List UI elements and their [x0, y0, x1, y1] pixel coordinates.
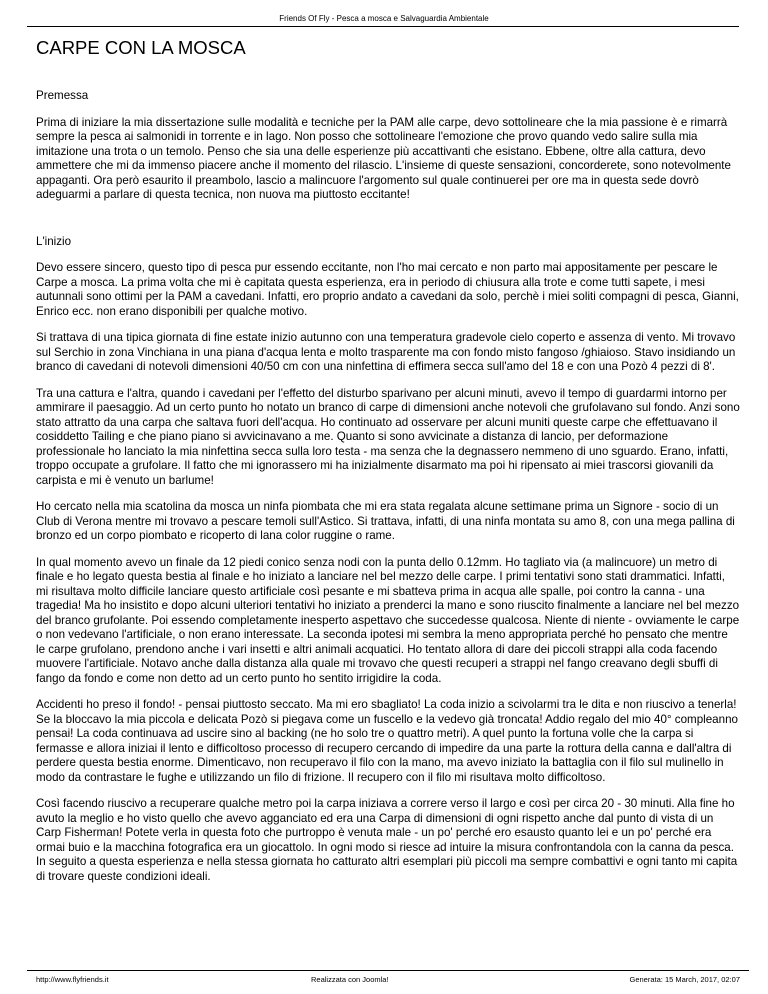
- section-heading-premessa: Premessa: [36, 89, 89, 102]
- paragraph: Devo essere sincero, questo tipo di pesca pur essendo eccitante, non l'ho mai cercato e non parto mai appositamente per pescare le Carpe a mosca. La prima volta che mi è capitata questa esperienza, era in periodo di chiusura alla trote e come tutti sapete, i mesi autunnali sono ottimi per la PAM a cavedani. Infatti, ero proprio andato a cavedani da solo, perchè i miei soliti compagni di pesca, Gianni, Enrico ecc. non erano disponibili per qualche motivo.: [36, 261, 739, 318]
- footer-url: http://www.flyfriends.it: [36, 975, 109, 984]
- article-title: CARPE CON LA MOSCA: [36, 37, 246, 58]
- paragraph: Ho cercato nella mia scatolina da mosca un ninfa piombata che mi era stata regalata alcune settimane prima un Signore - socio di un Club di Verona mentre mi trovavo a pescare temoli sull'Astico. Si trattava, infatti, di una ninfa montata su amo 8, con una mega pallina di bronzo ed un corpo piombato e ricoperto di lana color ruggine o rame.: [36, 500, 735, 542]
- paragraph: In qual momento avevo un finale da 12 piedi conico senza nodi con la punta dello 0.12mm. Ho tagliato via (a malincuore) un metro di finale e ho legato questa bestia al finale e ho iniziato a lanciare nel bel mezzo delle carpe. I primi tentativi sono stati drammatici. Infatti, mi risultava molto difficile lanciare questo artificiale così pesante e mi sbatteva prima in acqua alle spalle, poi contro la canna - una tragedia! Ma ho insistito e dopo alcuni ulteriori tentativi ho iniziato a prenderci la mano e sono riuscito finalmente a lanciare nel bel mezzo del branco grufolante. Poi essendo completamente inesperto aspettavo che succedesse qualcosa. Niente di niente - ovviamente le carpe o non vedevano l'artificiale, o non erano interessate. La seconda ipotesi mi sembra la meno appropriata perché ho pensato che mentre le carpe grufolano, prendono anche i vari insetti e altri animali acquatici. Ho tentato allora di dare dei piccoli strappi alla coda facendo muovere l'artificiale. Notavo anche dalla distanza alla quale mi trovavo che questi recuperi a strappi nel fango creavano degli sbuffi di fango da fondo e come non detto ad un certo punto ho sentito irrigidire la coda.: [36, 555, 740, 685]
- page-header: [0, 14, 768, 24]
- site-title: Friends Of Fly - Pesca a mosca e Salvaguardia Ambientale: [279, 14, 489, 23]
- section-heading-inizio: L'inizio: [36, 234, 72, 248]
- paragraph: Così facendo riuscivo a recuperare qualche metro poi la carpa iniziava a correre verso il largo e così per circa 20 - 30 minuti. Alla fine ho avuto la meglio e ho visto quello che avevo agganciato ed era una Carpa di dimensioni di ogni rispetto anche dal punto di vista di un Carp Fisherman! Potete verla in questa foto che purtroppo è venuta male - un po' perché ero esausto quanto lei e un po' perché era ormai buio e la macchina fotografica era un giocattolo. In ogni modo si riesce ad intuire la misura confrontandola con la canna da pesca. In seguito a questa esperienza e nella stessa giornata ho catturato altri esemplari più piccoli ma sempre combattivi e ogni tanto mi capita di trovare queste condizioni ideali.: [36, 797, 738, 883]
- paragraph: Accidenti ho preso il fondo! - pensai piuttosto seccato. Ma mi ero sbagliato! La coda inizio a scivolarmi tra le dita e non riuscivo a tenerla! Se la bloccavo la mia piccola e delicata Pozò si piegava come un fuscello e la vedevo già troncata! Addio regalo del mio 40° compleanno pensai! La coda continuava ad uscire sino al backing (ne ho solo tre o quattro metri). A quel punto la fortuna volle che la carpa si fermasse e allora iniziai il lento e difficoltoso processo di recupero cercando di impedire da una parte la rottura della canna e dall'altra di perdere questa bestia enorme. Dimenticavo, non recuperavo il filo con la mano, ma avevo iniziato la battaglia con il filo sul mulinello in modo da contrastare le fughe e utilizzando un filo di frizione. Il recupero con il filo mi risultava molto difficoltoso.: [36, 698, 738, 784]
- article-body: [36, 89, 740, 896]
- footer-credit: Realizzata con Joomla!: [311, 975, 389, 984]
- footer-generated-date: Generata: 15 March, 2017, 02:07: [629, 975, 740, 984]
- paragraph: Tra una cattura e l'altra, quando i cavedani per l'effetto del disturbo sparivano per alcuni minuti, avevo il tempo di guardarmi intorno per ammirare il paesaggio. Ad un certo punto ho notato un branco di carpe di dimensioni anche notevoli che grufolavano sul fondo. Anzi sono stato attratto da una carpa che saltava fuori dell'acqua. Ho continuato ad osservare per alcuni muniti queste carpe che effettuavano il cosiddetto Tailing e che piano piano si avvicinavano a me. Quanto si sono avvicinate a distanza di lancio, per deformazione professionale ho lanciato la mia ninfettina secca sulla loro testa - ma senza che la degnassero nemmeno di uno sguardo. Erano, infatti, troppo occupate a grufolare. Il fatto che mi ignorassero mi ha inizialmente disarmato ma poi hi ripensato ai miei trascorsi giovanili da carpista e mi è venuto un barlume!: [36, 386, 740, 487]
- paragraph: Si trattava di una tipica giornata di fine estate inizio autunno con una temperatura gradevole cielo coperto e assenza di vento. Mi trovavo sul Serchio in zona Vinchiana in una piana d'acqua lenta e molto trasparente ma con fondo misto fangoso /ghiaioso. Stavo insidiando un branco di cavedani di notevoli dimensioni 40/50 cm con una ninfettina di effimera secca sull'amo del 18 e con una Pozò 4 pezzi di 8'.: [36, 331, 736, 373]
- footer-divider: [27, 970, 749, 971]
- header-divider: [27, 26, 739, 27]
- paragraph: Prima di iniziare la mia dissertazione sulle modalità e tecniche per la PAM alle carpe, devo sottolineare che la mia passione è e rimarrà sempre la pesca ai salmonidi in torrente e in lago. Non posso che sottolineare l'emozione che provo quando vedo salire sulla mia imitazione una trota o un temolo. Penso che sia una delle esperienze più accattivanti che esistano. Ebbene, oltre alla cattura, devo ammettere che mi da immenso piacere anche il momento del rilascio. L'insieme di queste sensazioni, concorderete, sono notevolmente appaganti. Ora però esaurito il preambolo, lascio a malincuore l'argomento sul quale continuerei per ore ma in questa sede dovrò adeguarmi a parlare di questa tecnica, non nuova ma piuttosto eccitante!: [36, 115, 731, 201]
